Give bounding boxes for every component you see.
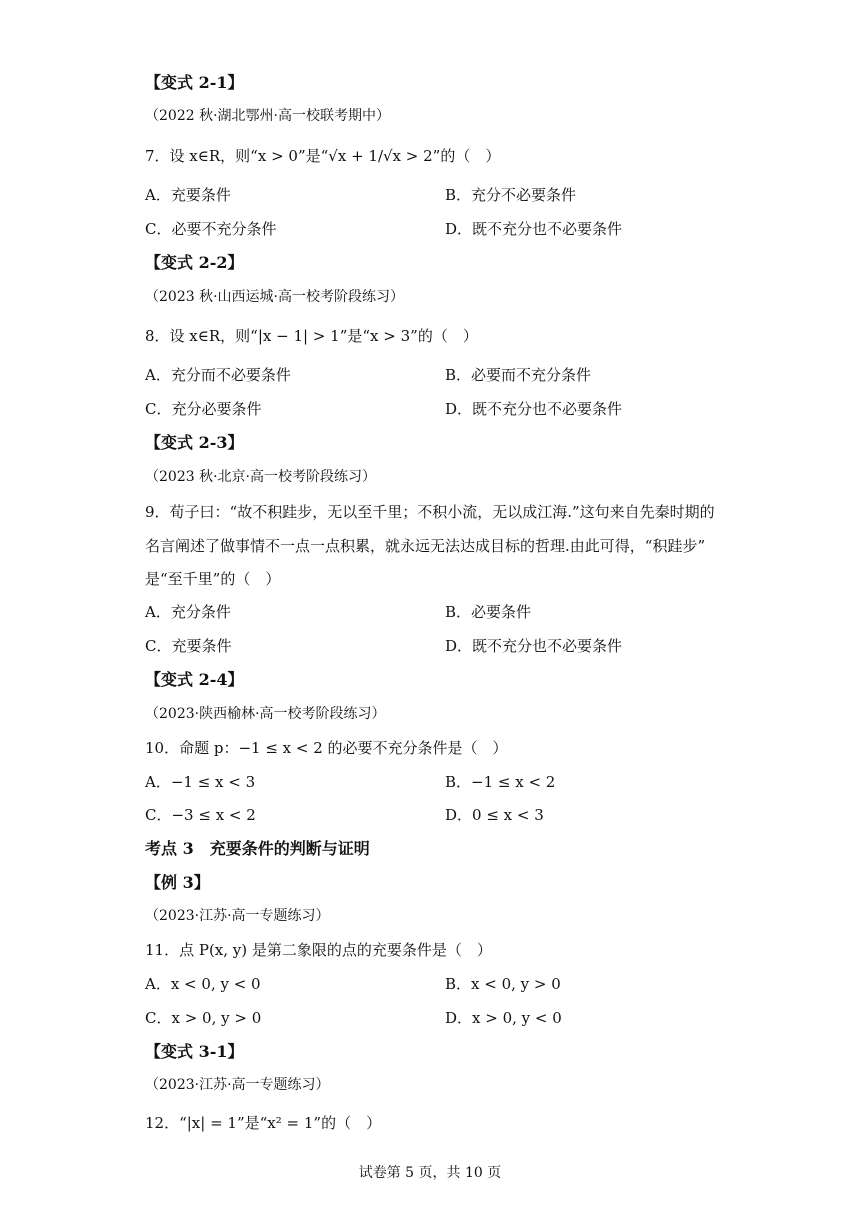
option-a: A．x < 0, y < 0 xyxy=(145,975,261,993)
option-d: D．既不充分也不必要条件 xyxy=(445,400,623,418)
question-source: （2023·江苏·高一专题练习） xyxy=(145,908,330,924)
question-10: 10．命题 p：−1 ≤ x < 2 的必要不充分条件是（ ） xyxy=(145,739,508,757)
section-heading: 【变式 3-1】 xyxy=(145,1042,244,1061)
topic-heading: 考点 3 充要条件的判断与证明 xyxy=(145,839,370,858)
option-c: C．−3 ≤ x < 2 xyxy=(145,806,256,824)
section-heading: 【变式 2-3】 xyxy=(145,433,244,452)
section-heading: 【变式 2-2】 xyxy=(145,253,244,272)
question-9-line-2: 名言阐述了做事情不一点一点积累，就永远无法达成目标的哲理.由此可得，“积跬步” xyxy=(145,537,706,555)
option-d: D．既不充分也不必要条件 xyxy=(445,637,623,655)
question-11: 11．点 P(x, y) 是第二象限的点的充要条件是（ ） xyxy=(145,941,492,959)
option-b: B．x < 0, y > 0 xyxy=(445,975,561,993)
example-heading: 【例 3】 xyxy=(145,873,210,892)
question-source: （2023 秋·山西运城·高一校考阶段练习） xyxy=(145,289,404,305)
option-a: A．−1 ≤ x < 3 xyxy=(145,773,256,791)
question-9-line-1: 9．荀子曰：“故不积跬步，无以至千里；不积小流，无以成江海.”这句来自先秦时期的 xyxy=(145,503,715,521)
question-7: 7．设 x∈R，则“x > 0”是“√x + 1/√x > 2”的（ ） xyxy=(145,147,501,165)
option-a: A．充要条件 xyxy=(145,186,231,204)
question-9-line-3: 是“至千里”的（ ） xyxy=(145,570,281,588)
option-b: B．−1 ≤ x < 2 xyxy=(445,773,556,791)
question-source: （2023·江苏·高一专题练习） xyxy=(145,1077,330,1093)
option-b: B．必要而不充分条件 xyxy=(445,366,592,384)
question-source: （2023 秋·北京·高一校考阶段练习） xyxy=(145,469,376,485)
question-8: 8．设 x∈R，则“|x − 1| > 1”是“x > 3”的（ ） xyxy=(145,327,478,345)
option-d: D．0 ≤ x < 3 xyxy=(445,806,544,824)
section-heading: 【变式 2-1】 xyxy=(145,73,244,92)
option-d: D．既不充分也不必要条件 xyxy=(445,220,623,238)
option-c: C．必要不充分条件 xyxy=(145,220,277,238)
option-a: A．充分而不必要条件 xyxy=(145,366,291,384)
option-a: A．充分条件 xyxy=(145,603,231,621)
option-b: B．充分不必要条件 xyxy=(445,186,577,204)
option-c: C．x > 0, y > 0 xyxy=(145,1009,262,1027)
option-b: B．必要条件 xyxy=(445,603,532,621)
question-source: （2023·陕西榆林·高一校考阶段练习） xyxy=(145,706,386,722)
page-footer: 试卷第 5 页，共 10 页 xyxy=(358,1165,502,1181)
option-d: D．x > 0, y < 0 xyxy=(445,1009,562,1027)
question-source: （2022 秋·湖北鄂州·高一校联考期中） xyxy=(145,108,390,124)
question-12: 12．“|x| = 1”是“x² = 1”的（ ） xyxy=(145,1114,382,1132)
section-heading: 【变式 2-4】 xyxy=(145,670,244,689)
option-c: C．充要条件 xyxy=(145,637,232,655)
option-c: C．充分必要条件 xyxy=(145,400,262,418)
